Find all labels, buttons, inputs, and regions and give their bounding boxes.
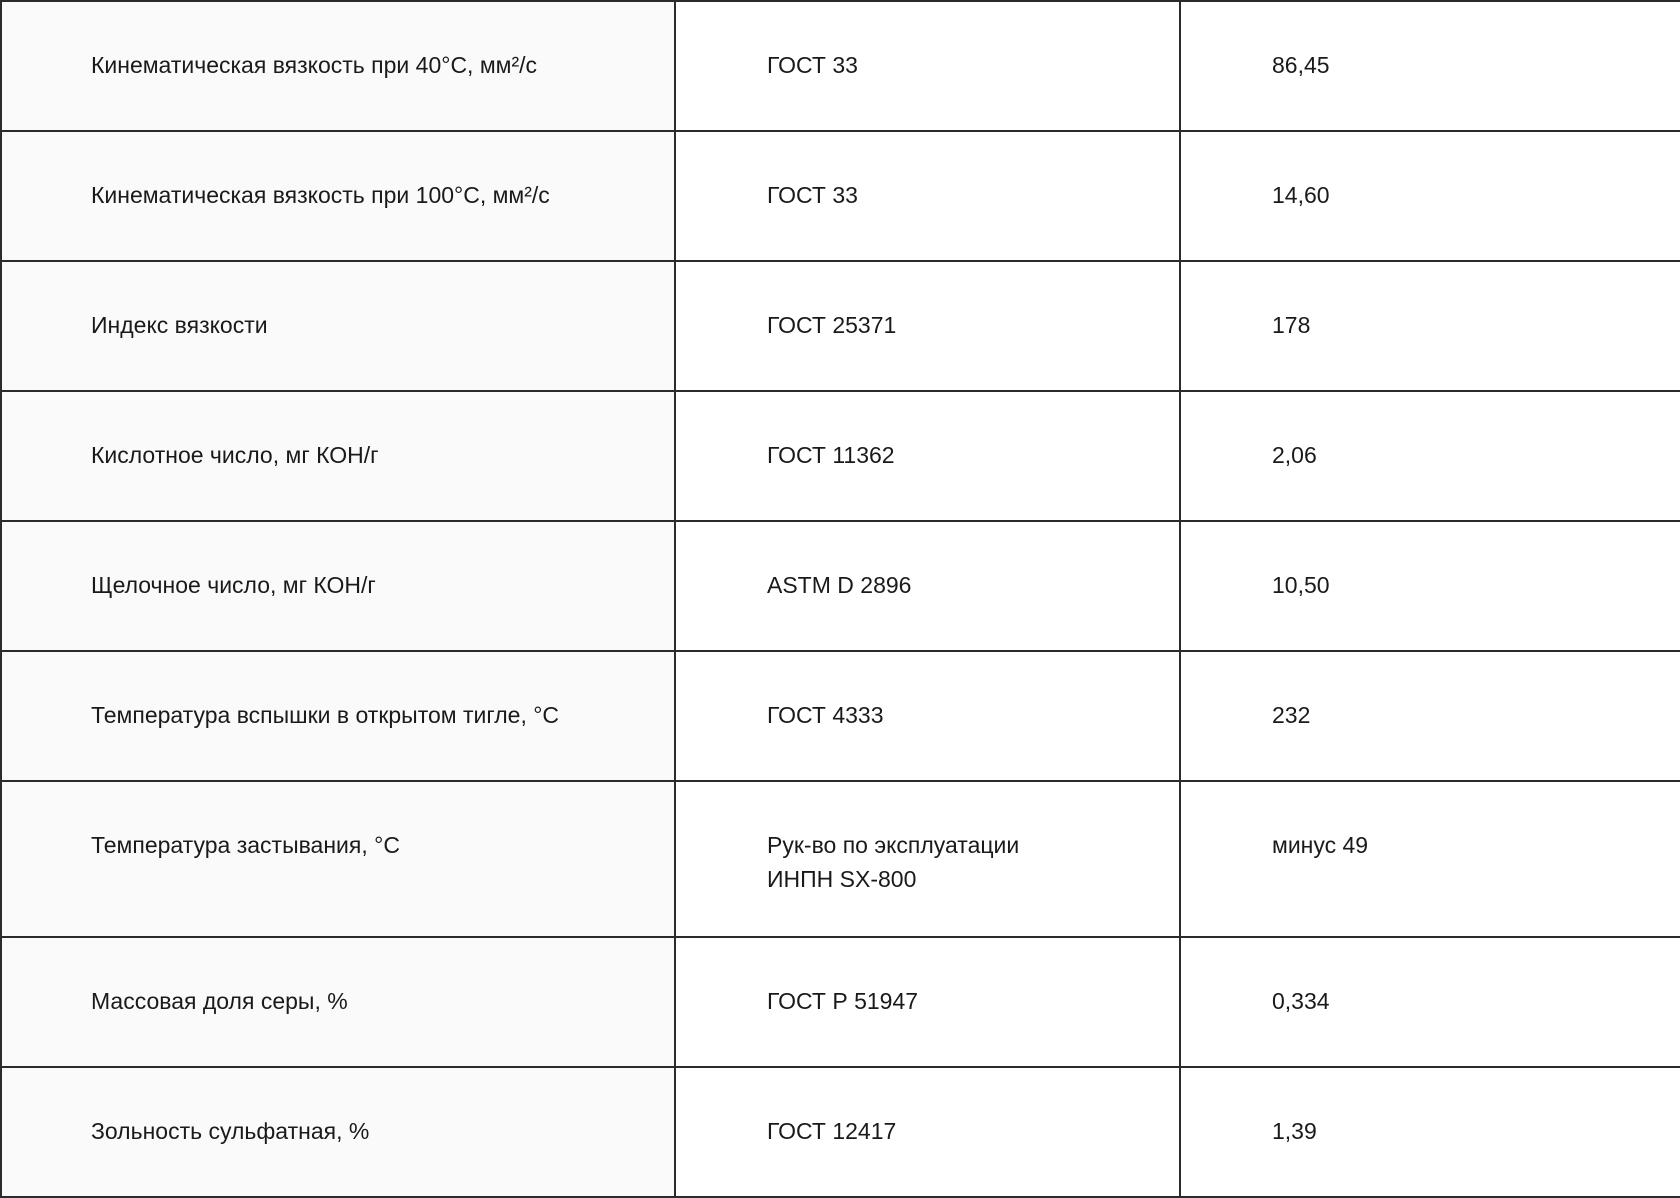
value-text: минус 49 (1272, 832, 1369, 858)
method-cell (675, 391, 1180, 521)
parameter-text: Кинематическая вязкость при 100°С, мм²/с (91, 182, 550, 208)
parameter-text: Температура застывания, °С (91, 832, 400, 858)
table-row (1, 1, 1680, 131)
parameter-cell (1, 937, 675, 1067)
table-row (1, 131, 1680, 261)
method-cell (675, 937, 1180, 1067)
method-cell (675, 1067, 1180, 1197)
table-row (1, 937, 1680, 1067)
parameter-cell (1, 261, 675, 391)
parameter-cell (1, 1067, 675, 1197)
value-cell (1180, 937, 1680, 1067)
parameter-cell (1, 131, 675, 261)
table-row (1, 781, 1680, 937)
method-text: ГОСТ 11362 (767, 442, 895, 468)
value-text: 86,45 (1272, 52, 1330, 78)
parameter-text: Массовая доля серы, % (91, 988, 348, 1014)
value-text: 232 (1272, 702, 1311, 728)
value-text: 10,50 (1272, 572, 1330, 598)
value-cell (1180, 521, 1680, 651)
parameter-text: Кинематическая вязкость при 40°С, мм²/с (91, 52, 538, 78)
method-text: ГОСТ 33 (767, 182, 858, 208)
parameter-text: Зольность сульфатная, % (91, 1118, 370, 1144)
method-text: ГОСТ 25371 (767, 312, 897, 338)
table-row (1, 521, 1680, 651)
method-text: ГОСТ 4333 (767, 702, 884, 728)
method-cell (675, 1, 1180, 131)
value-text: 14,60 (1272, 182, 1330, 208)
value-cell (1180, 261, 1680, 391)
parameter-cell (1, 651, 675, 781)
method-text: ASTM D 2896 (767, 572, 912, 598)
value-cell (1180, 1067, 1680, 1197)
value-text: 2,06 (1272, 442, 1317, 468)
parameter-cell (1, 391, 675, 521)
table-row (1, 651, 1680, 781)
parameter-text: Щелочное число, мг КОН/г (91, 572, 376, 598)
value-cell (1180, 781, 1680, 937)
parameter-text: Индекс вязкости (91, 312, 268, 338)
value-cell (1180, 131, 1680, 261)
value-text: 0,334 (1272, 988, 1330, 1014)
value-text: 178 (1272, 312, 1311, 338)
table-row (1, 261, 1680, 391)
spec-table-body (1, 1, 1680, 1197)
method-cell (675, 261, 1180, 391)
value-cell (1180, 391, 1680, 521)
method-text: ГОСТ Р 51947 (767, 988, 919, 1014)
parameter-cell (1, 521, 675, 651)
table-row (1, 1067, 1680, 1197)
method-cell (675, 131, 1180, 261)
method-cell (675, 781, 1180, 937)
value-text: 1,39 (1272, 1118, 1317, 1144)
parameter-cell (1, 1, 675, 131)
parameter-text: Температура вспышки в открытом тигле, °С (91, 702, 560, 728)
method-text: Рук-во по эксплуатации ИНПН SX-800 (767, 832, 1020, 892)
parameter-text: Кислотное число, мг КОН/г (91, 442, 379, 468)
value-cell (1180, 651, 1680, 781)
value-cell (1180, 1, 1680, 131)
method-text: ГОСТ 33 (767, 52, 858, 78)
parameter-cell (1, 781, 675, 937)
method-cell (675, 651, 1180, 781)
table-row (1, 391, 1680, 521)
method-cell (675, 521, 1180, 651)
method-text: ГОСТ 12417 (767, 1118, 897, 1144)
